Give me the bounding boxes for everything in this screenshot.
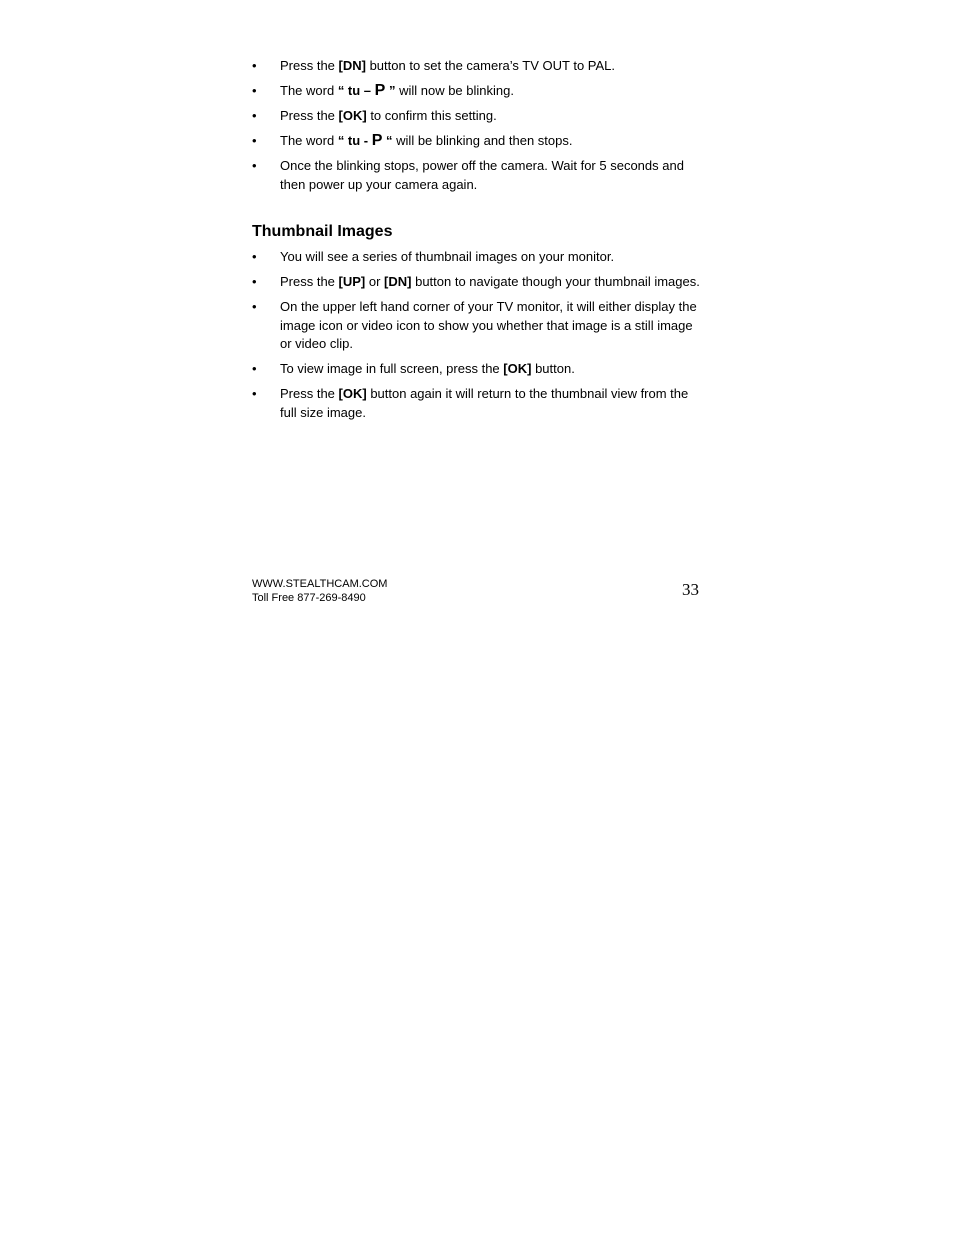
bullet-icon: • [252, 274, 257, 289]
page-number: 33 [682, 580, 699, 599]
bullet-icon: • [252, 249, 257, 264]
toll-free-phone: Toll Free 877-269-8490 [252, 591, 366, 604]
list-item: • The word “ tu – P ” will now be blinking. [252, 82, 514, 99]
footer-contact [252, 578, 387, 605]
list-item: • Press the [OK] button again it will return to the thumbnail view from the full size image. [252, 386, 689, 420]
manual-page [252, 57, 704, 429]
bullet-icon: • [252, 386, 257, 401]
section-title: Thumbnail Images [252, 223, 393, 240]
bullet-icon: • [252, 133, 257, 148]
list-item: • Press the [UP] or [DN] button to navigate though your thumbnail images. [252, 273, 704, 292]
bullet-icon: • [252, 158, 257, 173]
list-item: • Once the blinking stops, power off the camera. Wait for 5 seconds and then power up your camera again. [252, 158, 684, 192]
website-link[interactable]: WWW.STEALTHCAM.COM [252, 578, 388, 590]
list-item: • On the upper left hand corner of your TV monitor, it will either display the image icon or video icon to show you whether that image is a still image or video clip. [252, 299, 697, 351]
list-item: • The word “ tu - P “ will be blinking and then stops. [252, 132, 573, 149]
thumbnail-steps-list [252, 248, 704, 422]
bullet-icon: • [252, 361, 257, 376]
tv-out-steps-list [252, 57, 704, 194]
list-item: • To view image in full screen, press the [OK] button. [252, 360, 704, 379]
bullet-icon: • [252, 108, 257, 123]
bullet-icon: • [252, 299, 257, 314]
list-item: • Press the [OK] to confirm this setting. [252, 107, 704, 126]
list-item: • Press the [DN] button to set the camera’s TV OUT to PAL. [252, 57, 704, 76]
bullet-icon: • [252, 83, 257, 98]
bullet-icon: • [252, 58, 257, 73]
list-item: • You will see a series of thumbnail images on your monitor. [252, 248, 704, 267]
